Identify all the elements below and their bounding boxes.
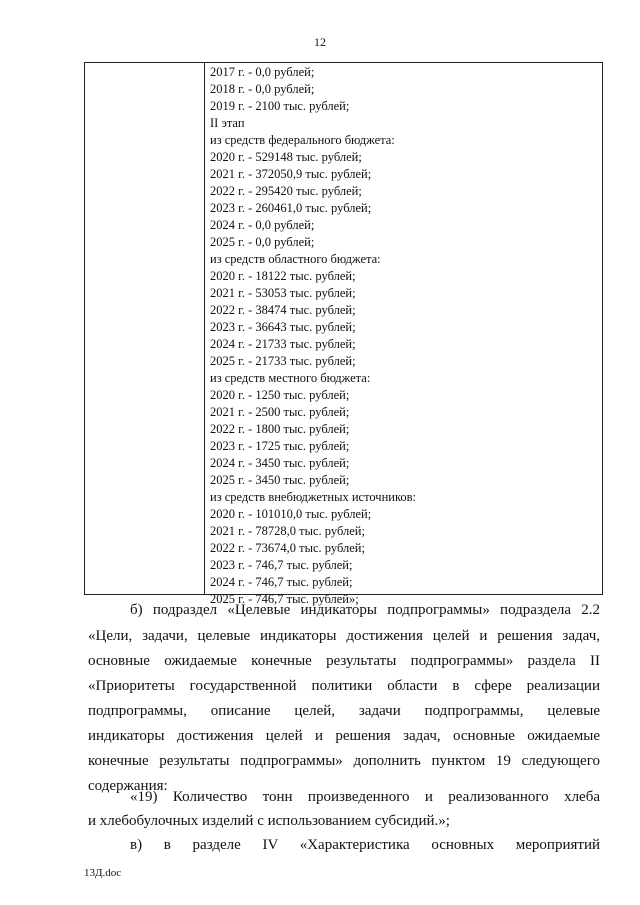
table-line: 2022 г. - 295420 тыс. рублей; [210, 184, 362, 198]
item-19-line: «19) Количество тонн произведенного и реализованного хлеба [130, 789, 600, 805]
table-line: 2020 г. - 1250 тыс. рублей; [210, 388, 350, 402]
table-line: из средств местного бюджета: [210, 371, 371, 385]
table-line: 2021 г. - 53053 тыс. рублей; [210, 286, 356, 300]
table-line: 2025 г. - 21733 тыс. рублей; [210, 354, 356, 368]
table-line: 2022 г. - 73674,0 тыс. рублей; [210, 541, 365, 555]
table-line: 2024 г. - 21733 тыс. рублей; [210, 337, 356, 351]
table-line: 2017 г. - 0,0 рублей; [210, 65, 315, 79]
table-line: 2023 г. - 1725 тыс. рублей; [210, 439, 350, 453]
table-line: 2024 г. - 0,0 рублей; [210, 218, 315, 232]
table-line: 2025 г. - 746,7 тыс. рублей»; [210, 592, 359, 606]
table-line: 2020 г. - 101010,0 тыс. рублей; [210, 507, 372, 521]
paragraph-b-line: конечные результаты подпрограммы» дополнить пунктом 19 следующего [88, 753, 600, 769]
table-column-divider [204, 63, 205, 594]
table-line: 2025 г. - 3450 тыс. рублей; [210, 473, 350, 487]
table-line: 2023 г. - 260461,0 тыс. рублей; [210, 201, 372, 215]
table-line: 2019 г. - 2100 тыс. рублей; [210, 99, 350, 113]
paragraph-b-line: б) подраздел «Целевые индикаторы подпрограммы» подраздела 2.2 [130, 602, 600, 618]
table-line: из средств внебюджетных источников: [210, 490, 417, 504]
funding-lines [210, 64, 416, 608]
paragraph-b-line: содержания: [88, 778, 168, 794]
table-line: 2023 г. - 36643 тыс. рублей; [210, 320, 356, 334]
table-line: 2024 г. - 3450 тыс. рублей; [210, 456, 350, 470]
table-line: 2021 г. - 372050,9 тыс. рублей; [210, 167, 372, 181]
page-number: 12 [314, 35, 326, 49]
paragraph-b-line: «Цели, задачи, целевые индикаторы достижения целей и решения задач, [88, 628, 600, 644]
funding-table [84, 62, 603, 606]
paragraph-b-line: подпрограммы, описание целей, задачи подпрограммы, целевые [88, 703, 600, 719]
item-19-line: и хлебобулочных изделий с использованием субсидий.»; [88, 813, 450, 829]
table-line: 2018 г. - 0,0 рублей; [210, 82, 315, 96]
table-line: 2025 г. - 0,0 рублей; [210, 235, 315, 249]
paragraph-v-line: в) в разделе IV «Характеристика основных мероприятий [130, 837, 600, 853]
table-line: 2022 г. - 1800 тыс. рублей; [210, 422, 350, 436]
table-line: из средств федерального бюджета: [210, 133, 395, 147]
table-line: 2024 г. - 746,7 тыс. рублей; [210, 575, 353, 589]
table-line: 2021 г. - 78728,0 тыс. рублей; [210, 524, 365, 538]
paragraph-b-line: «Приоритеты государственной политики области в сфере реализации [88, 678, 600, 694]
table-line: 2023 г. - 746,7 тыс. рублей; [210, 558, 353, 572]
paragraph-b-line: индикаторы достижения целей и решения задач, основные ожидаемые [88, 728, 600, 744]
table-line: II этап [210, 116, 245, 130]
table-line: из средств областного бюджета: [210, 252, 381, 266]
footer-filename: 13Д.doc [84, 867, 122, 879]
table-line: 2021 г. - 2500 тыс. рублей; [210, 405, 350, 419]
table-line: 2020 г. - 18122 тыс. рублей; [210, 269, 356, 283]
table-line: 2022 г. - 38474 тыс. рублей; [210, 303, 356, 317]
table-line: 2020 г. - 529148 тыс. рублей; [210, 150, 362, 164]
paragraph-b-line: основные ожидаемые конечные результаты подпрограммы» раздела II [88, 653, 600, 669]
